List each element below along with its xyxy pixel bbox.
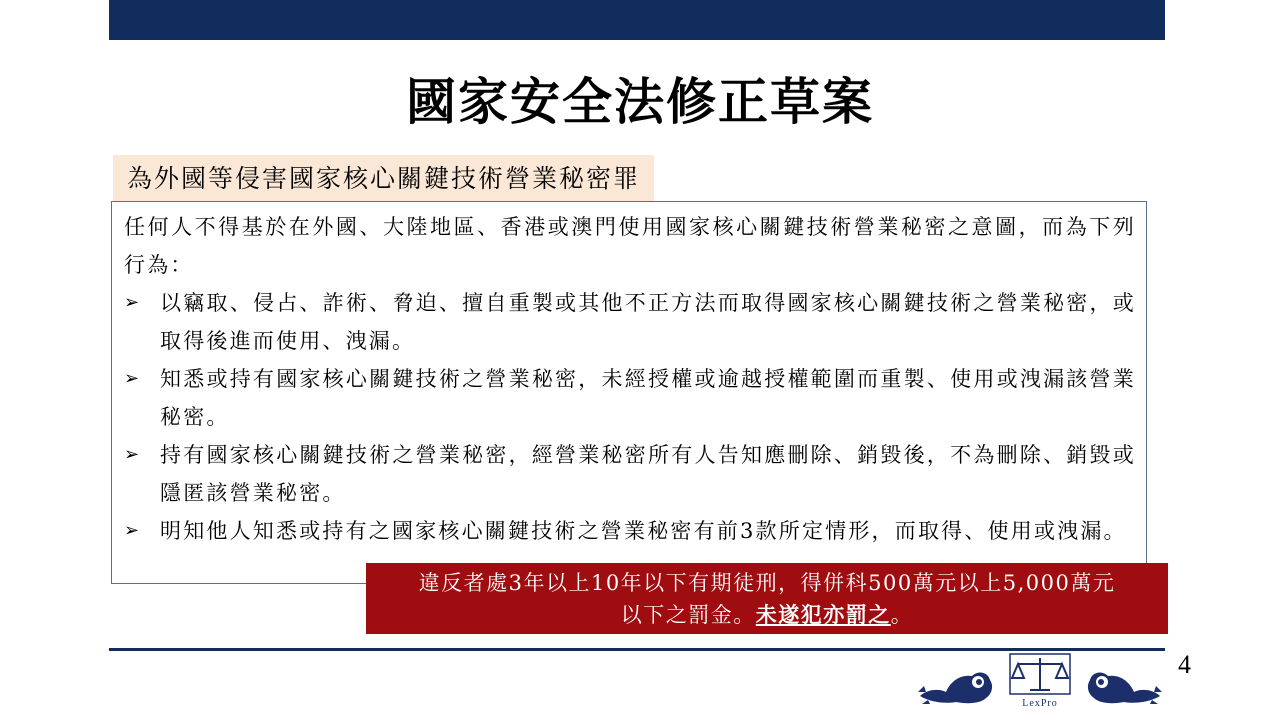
bullet-text: 持有國家核心關鍵技術之營業秘密，經營業秘密所有人告知應刪除、銷毀後，不為刪除、銷毀或隱匿該營業秘密。: [160, 443, 1136, 505]
penalty-line-2: [366, 599, 1168, 631]
arrow-bullet-icon: ➢: [124, 368, 142, 389]
penalty-line-2-prefix: 以下之罰金。: [620, 603, 756, 627]
bullet-list: [124, 284, 1136, 550]
list-item: [124, 512, 1136, 550]
bullet-text: 以竊取、侵占、詐術、脅迫、擅自重製或其他不正方法而取得國家核心關鍵技術之營業秘密，或取得後進而使用、洩漏。: [160, 291, 1136, 353]
logo-text: LexPro: [1022, 698, 1058, 709]
list-item: [124, 284, 1136, 360]
page-number: 4: [1178, 650, 1191, 679]
content-box: [111, 201, 1147, 584]
penalty-line-1: 違反者處3年以上10年以下有期徒刑，得併科500萬元以上5,000萬元: [418, 571, 1116, 595]
list-item: [124, 360, 1136, 436]
attempt-punishable-emphasis: 未遂犯亦罰之: [755, 602, 891, 627]
lexpro-logo-icon: [916, 652, 1164, 710]
footer-divider: [109, 648, 1165, 651]
slide-title: 國家安全法修正草案: [406, 72, 874, 131]
bullet-text: 明知他人知悉或持有之國家核心關鍵技術之營業秘密有前3款所定情形，而取得、使用或洩漏。: [160, 519, 1127, 543]
section-heading: 為外國等侵害國家核心關鍵技術營業秘密罪: [113, 155, 654, 201]
intro-paragraph: 任何人不得基於在外國、大陸地區、香港或澳門使用國家核心關鍵技術營業秘密之意圖，而為下列行為：: [124, 215, 1136, 277]
arrow-bullet-icon: ➢: [124, 520, 142, 541]
bullet-text: 知悉或持有國家核心關鍵技術之營業秘密，未經授權或逾越授權範圍而重製、使用或洩漏該營業秘密。: [160, 367, 1136, 429]
arrow-bullet-icon: ➢: [124, 444, 142, 465]
arrow-bullet-icon: ➢: [124, 292, 142, 313]
penalty-callout: [366, 563, 1168, 634]
header-bar: [109, 0, 1165, 40]
penalty-line-2-suffix: 。: [890, 603, 914, 627]
list-item: [124, 436, 1136, 512]
